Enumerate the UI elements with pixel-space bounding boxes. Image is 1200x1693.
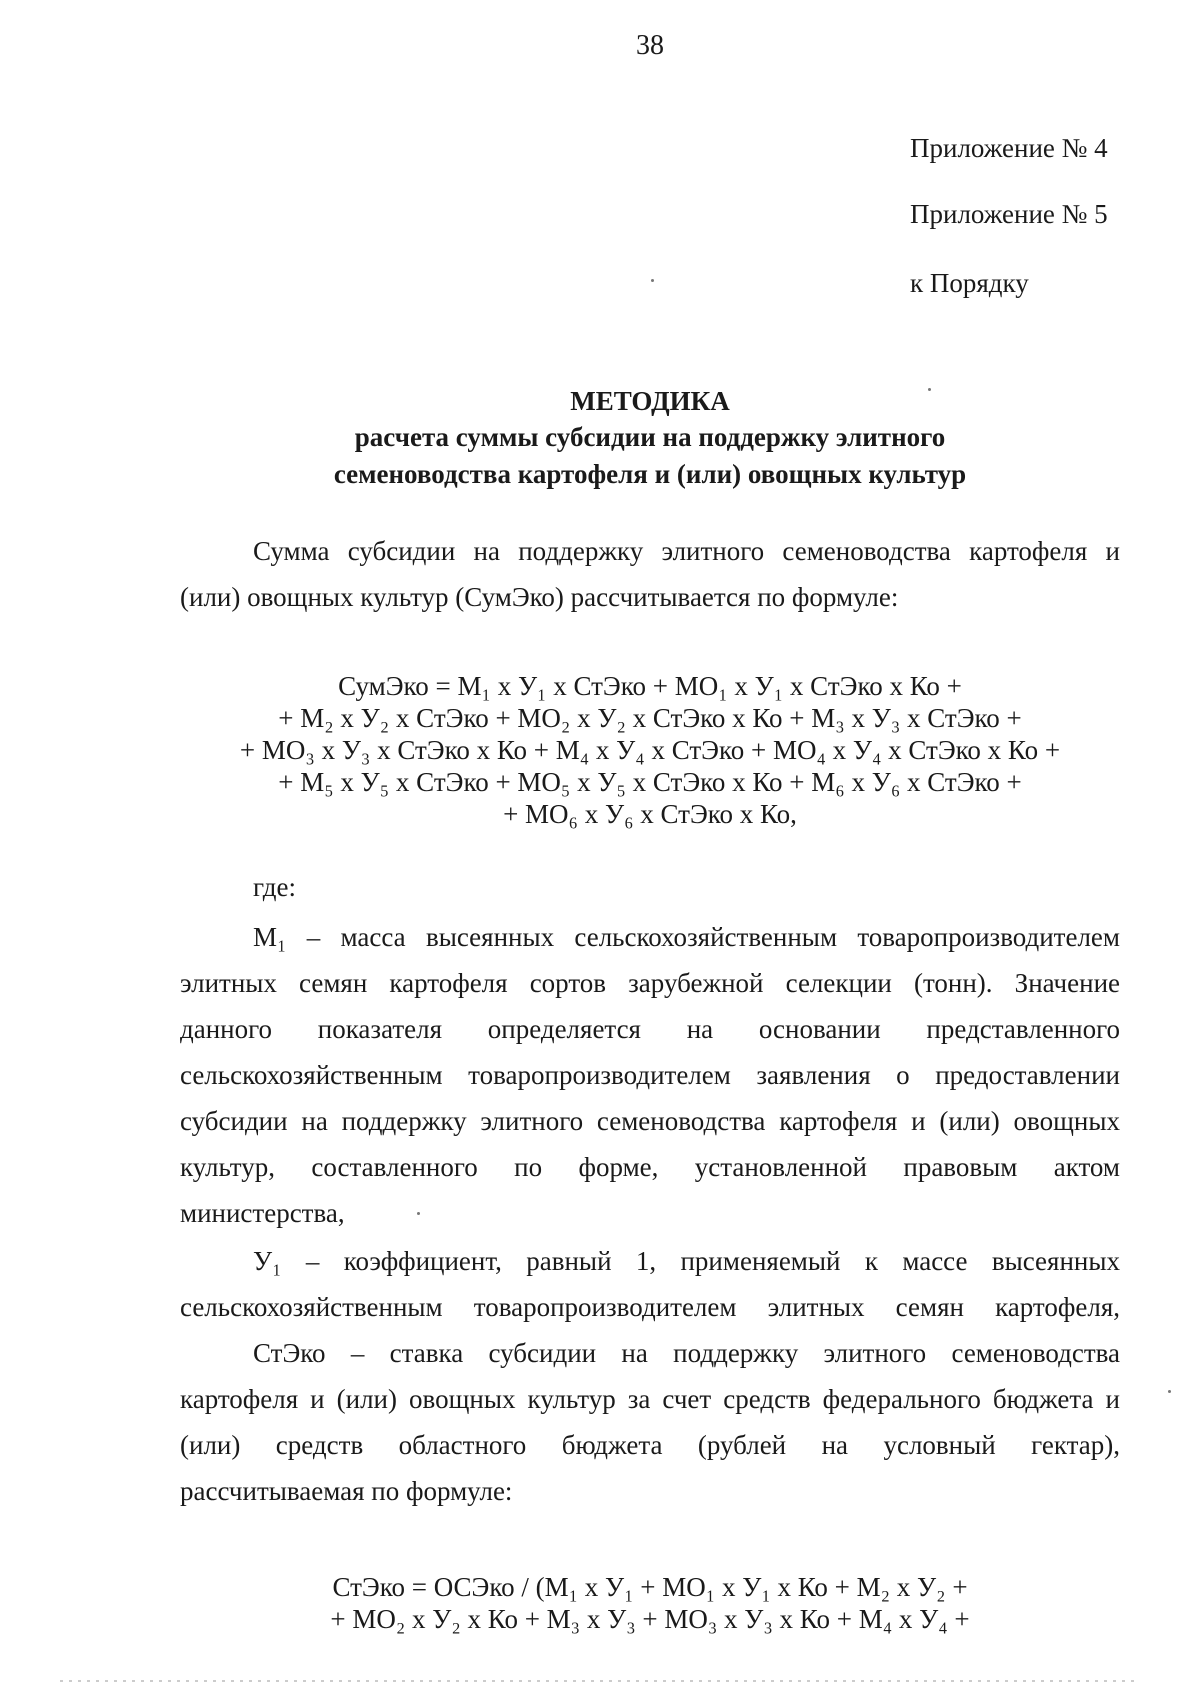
formula-sum xyxy=(0,670,1200,830)
definition-u1-line-1: У₁ – коэффициент, равный 1, применяемый к массе высеянных xyxy=(253,1246,1120,1276)
formula-sum-line-2: + М₂ х У₂ х СтЭко + МО₂ х У₂ х СтЭко х Ко + М₃ х У₃ х СтЭко + xyxy=(278,703,1022,733)
annex-line-1: Приложение № 4 xyxy=(910,133,1108,163)
document-title: МЕТОДИКА xyxy=(570,386,730,416)
definition-steko-line-2: картофеля и (или) овощных культур за счет средств федерального бюджета и xyxy=(180,1384,1120,1414)
where-label: где: xyxy=(253,872,296,902)
definition-u1 xyxy=(180,1238,1120,1330)
scan-artifact-line xyxy=(60,1680,1140,1682)
definition-steko-line-1: СтЭко – ставка субсидии на поддержку элитного семеноводства xyxy=(253,1338,1120,1368)
scan-speck xyxy=(928,388,931,391)
formula-rate xyxy=(0,1571,1200,1635)
definition-m1-line-4: сельскохозяйственным товаропроизводителем заявления о предоставлении xyxy=(180,1060,1120,1090)
definition-m1-line-1: М₁ – масса высеянных сельскохозяйственным товаропроизводителем xyxy=(253,922,1120,952)
definition-steko xyxy=(180,1330,1120,1514)
definition-m1-line-6: культур, составленного по форме, установленной правовым актом xyxy=(180,1152,1120,1182)
definition-m1-line-3: данного показателя определяется на основании представленного xyxy=(180,1014,1120,1044)
formula-sum-line-3: + МО₃ х У₃ х СтЭко х Ко + М₄ х У₄ х СтЭко + МО₄ х У₄ х СтЭко х Ко + xyxy=(239,735,1061,765)
definition-steko-line-4: рассчитываемая по формуле: xyxy=(180,1476,513,1506)
definition-m1-line-7: министерства, xyxy=(180,1198,345,1228)
annex-line-2: Приложение № 5 xyxy=(910,199,1108,229)
scan-speck xyxy=(417,1212,420,1215)
intro-paragraph xyxy=(180,528,1120,620)
definition-m1-line-2: элитных семян картофеля сортов зарубежной селекции (тонн). Значение xyxy=(180,968,1120,998)
formula-sum-line-1: СумЭко = М₁ х У₁ х СтЭко + МО₁ х У₁ х СтЭко х Ко + xyxy=(338,671,962,701)
scan-speck xyxy=(651,279,654,282)
definition-u1-line-2: сельскохозяйственным товаропроизводителем элитных семян картофеля, xyxy=(180,1292,1120,1322)
definition-steko-line-3: (или) средств областного бюджета (рублей на условный гектар), xyxy=(180,1430,1120,1460)
document-subtitle-line-1: расчета суммы субсидии на поддержку элитного xyxy=(354,422,946,452)
intro-line-2: (или) овощных культур (СумЭко) рассчитывается по формуле: xyxy=(180,582,899,612)
intro-line-1: Сумма субсидии на поддержку элитного семеноводства картофеля и xyxy=(253,536,1120,566)
definition-m1-line-5: субсидии на поддержку элитного семеноводства картофеля и (или) овощных xyxy=(180,1106,1120,1136)
definition-m1 xyxy=(180,914,1120,1236)
annex-line-3: к Порядку xyxy=(910,268,1029,298)
page-number: 38 xyxy=(636,30,664,61)
document-subtitle-line-2: семеноводства картофеля и (или) овощных культур xyxy=(333,459,967,489)
formula-rate-line-1: СтЭко = ОСЭко / (М₁ х У₁ + МО₁ х У₁ х Ко + М₂ х У₂ + xyxy=(332,1572,968,1602)
formula-rate-line-2: + МО₂ х У₂ х Ко + М₃ х У₃ + МО₃ х У₃ х Ко + М₄ х У₄ + xyxy=(330,1604,970,1634)
formula-sum-line-5: + МО₆ х У₆ х СтЭко х Ко, xyxy=(503,799,797,829)
scan-speck xyxy=(1168,1390,1171,1393)
formula-sum-line-4: + М₅ х У₅ х СтЭко + МО₅ х У₅ х СтЭко х Ко + М₆ х У₆ х СтЭко + xyxy=(278,767,1022,797)
